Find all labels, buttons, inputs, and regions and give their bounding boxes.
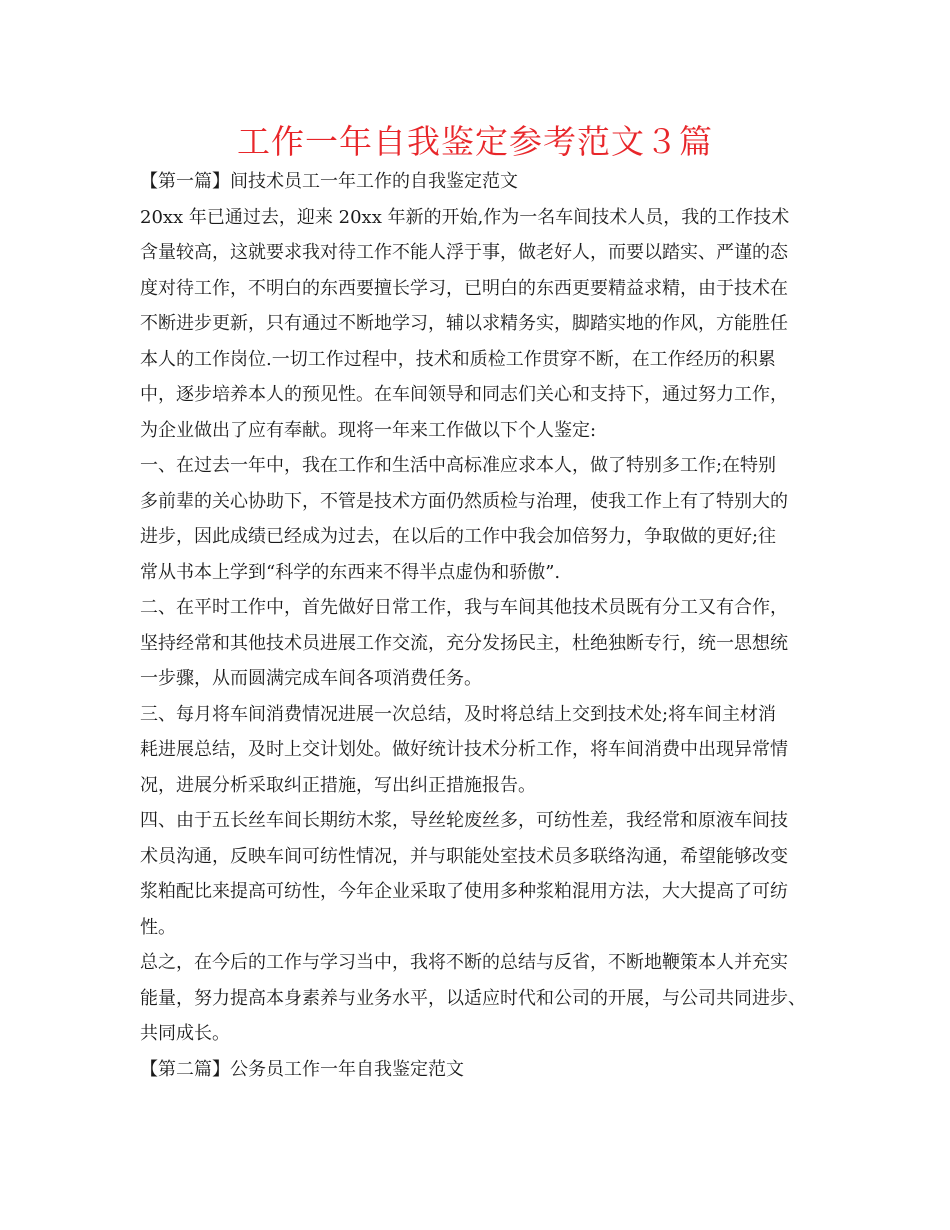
paragraph-line: 浆粕配比来提高可纺性，今年企业采取了使用多种浆粕混用方法，大大提高了可纺 bbox=[140, 881, 788, 902]
paragraph-line: 不断进步更新，只有通过不断地学习，辅以求精务实，脚踏实地的作风，方能胜任 bbox=[140, 313, 788, 334]
paragraph-line: 本人的工作岗位.一切工作过程中，技术和质检工作贯穿不断，在工作经历的积累 bbox=[140, 348, 776, 370]
paragraph-line: 总之，在今后的工作与学习当中，我将不断的总结与反省，不断地鞭策本人并充实 bbox=[140, 952, 788, 973]
paragraph-line: 含量较高，这就要求我对待工作不能人浮于事，做老好人，而要以踏实、严谨的态 bbox=[140, 242, 788, 263]
paragraph-line: 一、在过去一年中，我在工作和生活中高标准应求本人，做了特别多工作;在特别 bbox=[140, 455, 777, 476]
paragraph-line: 耗进展总结，及时上交计划处。做好统计技术分析工作，将车间消费中出现异常情 bbox=[140, 739, 788, 760]
paragraph-line: 度对待工作，不明白的东西要擅长学习，已明白的东西更要精益求精，由于技术在 bbox=[140, 277, 788, 299]
paragraph-line: 为企业做出了应有奉献。现将一年来工作做以下个人鉴定: bbox=[140, 419, 597, 441]
paragraph-line: 进步，因此成绩已经成为过去，在以后的工作中我会加倍努力，争取做的更好;往 bbox=[140, 526, 777, 547]
paragraph-line: 三、每月将车间消费情况进展一次总结，及时将总结上交到技术处;将车间主材消 bbox=[140, 703, 777, 725]
paragraph-line: 坚持经常和其他技术员进展工作交流，充分发扬民主，杜绝独断专行，统一思想统 bbox=[140, 632, 788, 654]
paragraph-line: 多前辈的关心协助下，不管是技术方面仍然质检与治理，使我工作上有了特别大的 bbox=[140, 490, 788, 512]
paragraph-line: 性。 bbox=[140, 916, 176, 938]
document-body bbox=[140, 164, 820, 1087]
paragraph-line: 常从书本上学到“科学的东西来不得半点虚伪和骄傲”. bbox=[140, 561, 561, 583]
paragraph-line: 20xx 年已通过去，迎来 20xx 年新的开始,作为一名车间技术人员，我的工作技术 bbox=[140, 206, 790, 228]
paragraph-line: 能量，努力提高本身素养与业务水平，以适应时代和公司的开展，与公司共同进步、 bbox=[140, 987, 806, 1009]
paragraph-line: 况，进展分析采取纠正措施，写出纠正措施报告。 bbox=[140, 774, 536, 796]
paragraph-line: 术员沟通，反映车间可纺性情况，并与职能处室技术员多联络沟通，希望能够改变 bbox=[140, 845, 788, 867]
document-title: 工作一年自我鉴定参考范文３篇 bbox=[237, 122, 713, 161]
paragraph-line: 二、在平时工作中，首先做好日常工作，我与车间其他技术员既有分工又有合作， bbox=[140, 597, 788, 618]
section-heading-second: 【第二篇】公务员工作一年自我鉴定范文 bbox=[140, 1058, 464, 1080]
paragraph-line: 共同成长。 bbox=[140, 1023, 230, 1044]
paragraph-line: 四、由于五长丝车间长期纺木浆，导丝轮废丝多，可纺性差，我经常和原液车间技 bbox=[140, 810, 788, 831]
paragraph-line: 一步骤，从而圆满完成车间各项消费任务。 bbox=[140, 668, 482, 689]
paragraph-line: 中，逐步培养本人的预见性。在车间领导和同志们关心和支持下，通过努力工作， bbox=[140, 384, 788, 405]
section-heading-first: 【第一篇】间技术员工一年工作的自我鉴定范文 bbox=[140, 171, 518, 192]
